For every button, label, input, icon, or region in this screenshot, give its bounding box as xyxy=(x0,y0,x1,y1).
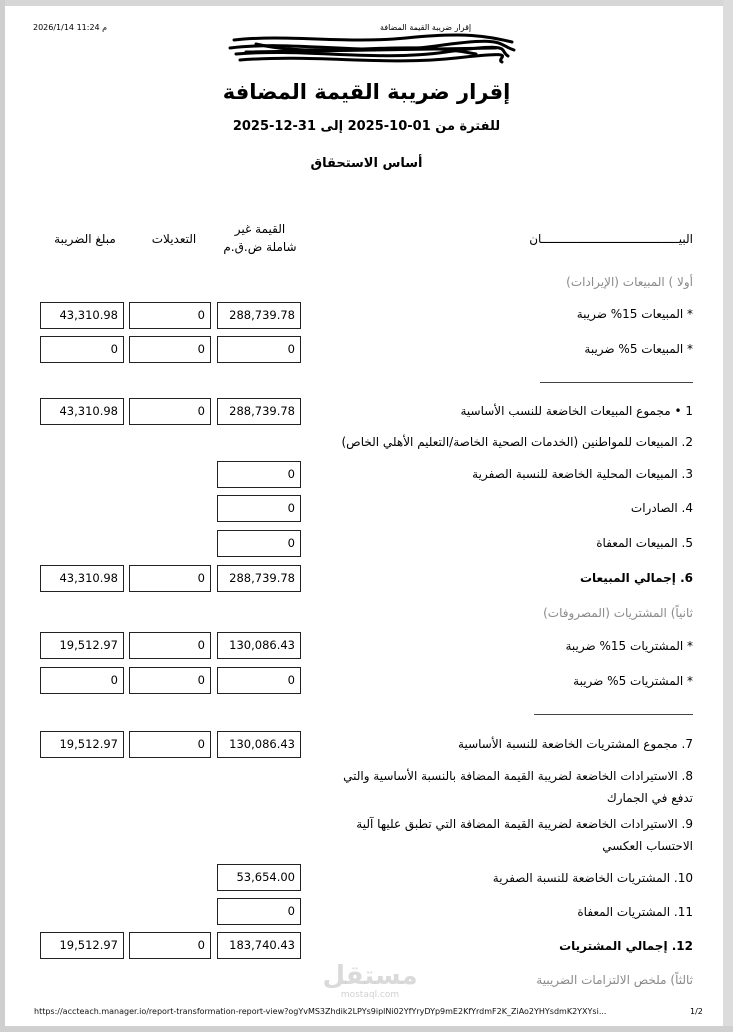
sales-row-5-label: 5. المبيعات المعفاة xyxy=(596,536,693,550)
sales-15-label: * المبيعات 15% ضريبة xyxy=(576,307,693,321)
column-header-tax-amount: مبلغ الضريبة xyxy=(54,232,116,246)
column-header-net-amount-line1: القيمة غير xyxy=(234,222,286,236)
column-header-adjustments: التعديلات xyxy=(151,232,197,246)
sales-row-4-label: 4. الصادرات xyxy=(630,501,693,515)
viewer-left-edge xyxy=(0,0,5,1032)
purchases-row-7-amount: 130,086.43 xyxy=(217,731,301,758)
sales-total-amount: 288,739.78 xyxy=(217,565,301,592)
purchases-15-label: * المشتريات 15% ضريبة xyxy=(565,639,693,653)
subtotal-rule xyxy=(540,382,693,383)
sales-5-amount: 0 xyxy=(217,336,301,363)
sales-15-tax: 43,310.98 xyxy=(40,302,124,329)
purchases-row-8-label-line2: تدفع في الجمارك xyxy=(606,791,693,805)
sales-total-adjustments: 0 xyxy=(129,565,211,592)
purchases-5-tax: 0 xyxy=(40,667,124,694)
purchases-total-adjustments: 0 xyxy=(129,932,211,959)
sales-total-tax: 43,310.98 xyxy=(40,565,124,592)
purchases-row-7-tax: 19,512.97 xyxy=(40,731,124,758)
column-header-net-amount xyxy=(218,220,302,256)
purchases-row-11-amount: 0 xyxy=(217,898,301,925)
sales-15-amount: 288,739.78 xyxy=(217,302,301,329)
purchases-5-adjustments: 0 xyxy=(129,667,211,694)
purchases-total-amount: 183,740.43 xyxy=(217,932,301,959)
column-header-net-amount-line2: شاملة ض.ق.م xyxy=(223,240,297,254)
column-header-statement: البيـــــــــــــــــــــــــــــــــــــــان xyxy=(529,232,693,246)
mostaql-watermark xyxy=(322,962,418,1006)
purchases-5-amount: 0 xyxy=(217,667,301,694)
print-header-title: إقرار ضريبة القيمة المضافة xyxy=(380,23,472,32)
purchases-row-9-label xyxy=(303,813,693,857)
watermark-subtext: mostaql.com xyxy=(340,990,400,1000)
sales-row-3-amount: 0 xyxy=(217,461,301,488)
sales-row-5-amount: 0 xyxy=(217,530,301,557)
purchases-15-tax: 19,512.97 xyxy=(40,632,124,659)
purchases-total-label: 12. إجمالي المشتريات xyxy=(559,939,693,953)
report-title: إقرار ضريبة القيمة المضافة xyxy=(222,80,511,104)
purchases-row-7-adjustments: 0 xyxy=(129,731,211,758)
viewer-top-edge xyxy=(0,0,733,6)
purchases-section-heading: ثانياً) المشتريات (المصروفات) xyxy=(543,606,693,620)
purchases-5-label: * المشتريات 5% ضريبة xyxy=(573,674,693,688)
report-period: للفترة من 01-10-2025 إلى 31-12-2025 xyxy=(232,119,501,134)
sales-row-1-tax: 43,310.98 xyxy=(40,398,124,425)
viewer-scrollbar[interactable] xyxy=(723,0,733,1032)
print-datetime: 2026/1/14 11:24 م xyxy=(33,23,108,32)
watermark-text: مستقل xyxy=(322,961,418,991)
purchases-15-amount: 130,086.43 xyxy=(217,632,301,659)
print-footer-url: https://accteach.manager.io/report-transformation-report-view?ogYvMS3Zhdik2LPYs9iplNi02YfYryDYp9mE2KfYrdmF2K_ZiAo2YHYsdmK2YXYsi... xyxy=(34,1007,607,1016)
report-basis: أساس الاستحقاق xyxy=(310,156,423,171)
purchases-total-tax: 19,512.97 xyxy=(40,932,124,959)
purchases-row-9-label-line1: 9. الاستيرادات الخاضعة لضريبة القيمة المضافة التي تطبق عليها آلية xyxy=(356,817,693,831)
purchases-15-adjustments: 0 xyxy=(129,632,211,659)
summary-section-heading: ثالثاً) ملخص الالتزامات الضريبية xyxy=(536,973,693,987)
redacted-company-name xyxy=(226,30,518,72)
sales-total-label: 6. إجمالي المبيعات xyxy=(579,571,693,585)
sales-row-2-label: 2. المبيعات للمواطنين (الخدمات الصحية الخاصة/التعليم الأهلي الخاص) xyxy=(341,435,693,449)
sales-15-adjustments: 0 xyxy=(129,302,211,329)
print-page-number: 1/2 xyxy=(690,1007,703,1016)
purchases-row-8-label xyxy=(303,765,693,809)
purchases-subtotal-rule xyxy=(534,714,693,715)
purchases-row-8-label-line1: 8. الاستيرادات الخاضعة لضريبة القيمة المضافة بالنسبة الأساسية والتي xyxy=(343,769,693,783)
sales-5-label: * المبيعات 5% ضريبة xyxy=(584,342,693,356)
sales-section-heading: أولا ) المبيعات (الإيرادات) xyxy=(566,275,693,289)
sales-5-adjustments: 0 xyxy=(129,336,211,363)
sales-row-3-label: 3. المبيعات المحلية الخاضعة للنسبة الصفرية xyxy=(472,467,693,481)
purchases-row-11-label: 11. المشتريات المعفاة xyxy=(577,905,693,919)
sales-row-1-label: 1 • مجموع المبيعات الخاضعة للنسب الأساسية xyxy=(460,404,693,418)
sales-5-tax: 0 xyxy=(40,336,124,363)
purchases-row-10-amount: 53,654.00 xyxy=(217,864,301,891)
viewer-bottom-edge xyxy=(0,1026,733,1032)
purchases-row-10-label: 10. المشتريات الخاضعة للنسبة الصفرية xyxy=(492,871,693,885)
sales-row-1-adjustments: 0 xyxy=(129,398,211,425)
purchases-row-9-label-line2: الاحتساب العكسي xyxy=(602,839,693,853)
sales-row-1-amount: 288,739.78 xyxy=(217,398,301,425)
purchases-row-7-label: 7. مجموع المشتريات الخاضعة للنسبة الأساسية xyxy=(458,737,693,751)
sales-row-4-amount: 0 xyxy=(217,495,301,522)
